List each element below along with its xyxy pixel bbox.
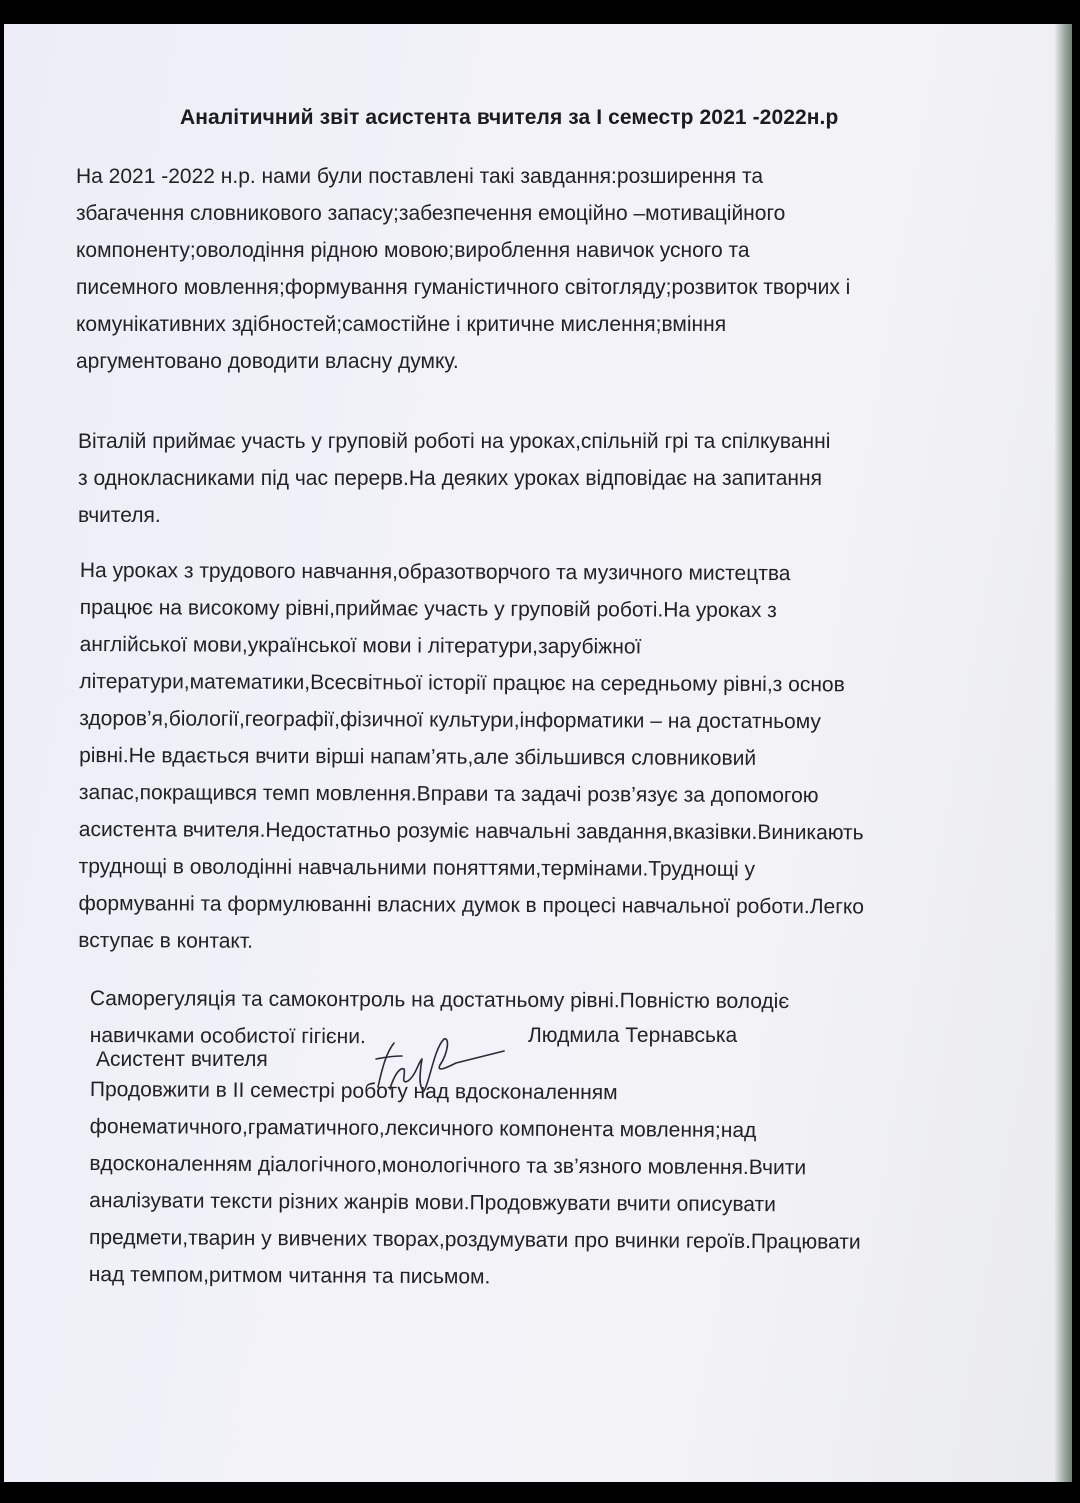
paragraph-line: літератури,математики,Всесвітньої історії працює на середньому рівні,з основ <box>79 669 845 697</box>
paragraph-line: англійської мови,української мови і літератури,зарубіжної <box>79 632 642 659</box>
paragraph-line: писемного мовлення;формування гуманістичного світогляду;розвиток творчих і <box>76 276 851 299</box>
paragraph-line: комунікативних здібностей;самостійне і критичне мислення;вміння <box>76 313 727 336</box>
paragraph-line: На уроках з трудового навчання,образотворчого та музичного мистецтва <box>79 558 791 586</box>
paper-sheet <box>4 24 1072 1482</box>
signature-name: Людмила Тернавська <box>528 1024 738 1047</box>
paragraph-line: вступає в контакт. <box>78 928 254 953</box>
paragraph-line: формуванні та формулюванні власних думок в процесі навчальної роботи.Легко <box>78 891 865 919</box>
paragraph-line: труднощі в оволодінні навчальними поняттями,термінами.Труднощі у <box>78 854 756 881</box>
paragraph-line: На 2021 -2022 н.р. нами були поставлені такі завдання:розширення та <box>76 165 764 188</box>
paragraph-line: Саморегуляція та самоконтроль на достатньому рівні.Повністю володіє <box>89 986 790 1014</box>
paragraph-line: збагачення словникового запасу;забезпечення емоційно –мотиваційного <box>76 202 786 225</box>
paragraph-line: над темпом,ритмом читання та письмом. <box>88 1262 491 1289</box>
paragraph-line: з однокласниками під час перерв.На деяких уроках відповідає на запитання <box>78 467 822 490</box>
paragraph-line: вдосконаленням діалогічного,монологічного та зв’язного мовлення.Вчити <box>89 1151 807 1180</box>
paragraph-line: Віталій приймає участь у груповій роботі на уроках,спільній грі та спілкуванні <box>78 430 831 453</box>
handwritten-signature-icon <box>364 1029 514 1099</box>
paragraph-line: фонематичного,граматичного,лексичного компонента мовлення;над <box>89 1114 757 1143</box>
paragraph-line: навичками особистої гігієни. <box>89 1023 366 1049</box>
paragraph-line: вчителя. <box>78 504 161 527</box>
signature-row <box>4 24 1072 1482</box>
paragraph-line: предмети,тварин у вивчених творах,роздумувати про вчинки героїв.Працювати <box>88 1225 861 1254</box>
paragraph-line: рівні.Не вдається вчити вірші напам’ять,але збільшився словниковий <box>79 743 757 770</box>
signature-role: Асистент вчителя <box>96 1048 268 1071</box>
paragraph-line: аргументовано доводити власну думку. <box>76 350 459 373</box>
paragraph-line: асистента вчителя.Недостатньо розуміє навчальні завдання,вказівки.Виникають <box>78 817 864 845</box>
paragraph-line: компоненту;оволодіння рідною мовою;вироблення навичок усного та <box>76 239 750 262</box>
document-title: Аналітичний звіт асистента вчителя за І семестр 2021 -2022н.р <box>180 106 839 129</box>
paragraph-line: Продовжити в ІІ семестрі роботу над вдосконаленням <box>89 1077 618 1105</box>
paragraph-line: запас,покращився темп мовлення.Вправи та задачі розв’язує за допомогою <box>78 780 819 808</box>
paragraph-line: аналізувати тексти різних жанрів мови.Продовжувати вчити описувати <box>89 1188 776 1217</box>
paragraph-line: здоров’я,біології,географії,фізичної культури,інформатики – на достатньому <box>79 706 821 734</box>
paragraph-line: працює на високому рівні,приймає участь у груповій роботі.На уроках з <box>79 595 777 623</box>
